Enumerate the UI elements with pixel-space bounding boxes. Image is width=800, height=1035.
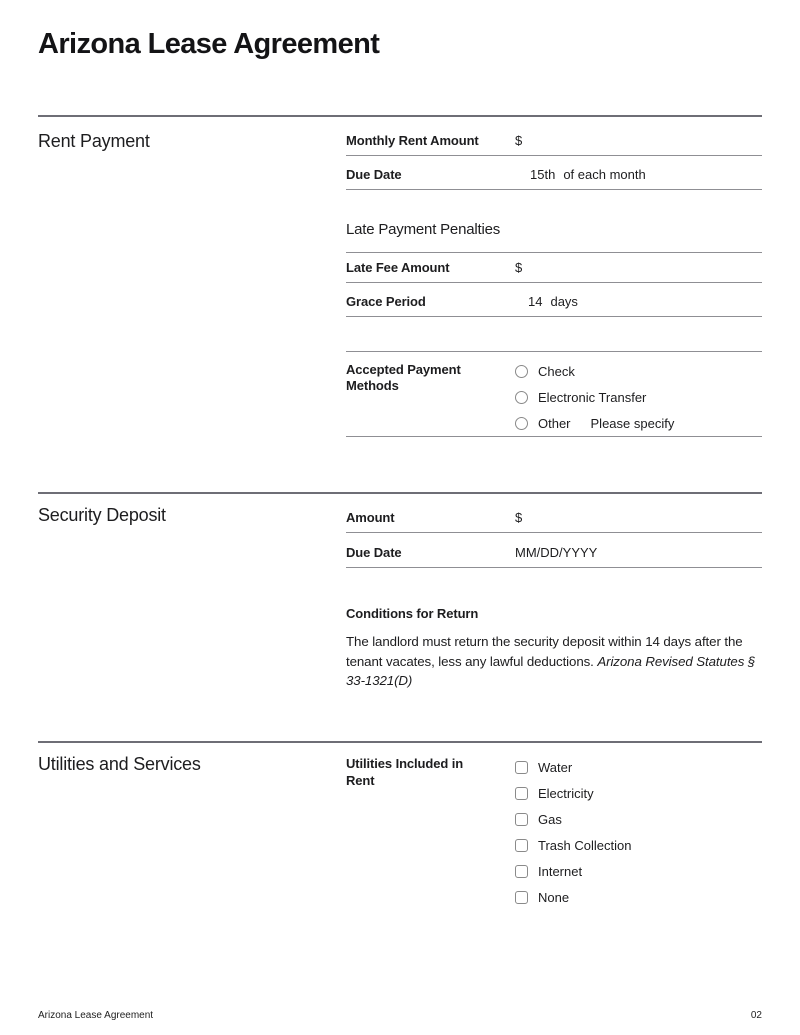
checkbox-option-label: Gas [538, 811, 562, 827]
security-deposit-heading: Security Deposit [38, 505, 166, 525]
monthly-rent-row [346, 125, 762, 156]
other-specify-input[interactable]: Please specify [590, 415, 675, 431]
deposit-due-date-label: Due Date [346, 545, 402, 560]
radio-icon[interactable] [515, 391, 528, 404]
page-title: Arizona Lease Agreement [38, 28, 380, 60]
checkbox-option-none[interactable] [515, 884, 631, 910]
utilities-services-heading: Utilities and Services [38, 754, 201, 774]
radio-icon[interactable] [515, 417, 528, 430]
deposit-due-date-row [346, 533, 762, 568]
radio-option-label: Other [538, 415, 571, 431]
radio-option-other[interactable] [515, 410, 674, 436]
grace-period-label: Grace Period [346, 294, 426, 309]
rent-due-date-row [346, 156, 762, 190]
checkbox-icon[interactable] [515, 761, 528, 774]
currency-prefix: $ [515, 260, 523, 275]
conditions-body: The landlord must return the security deposit within 14 days after the tenant vacates, less any lawful deductions. [346, 634, 743, 669]
page-footer [38, 1010, 762, 1021]
checkbox-option-label: Water [538, 759, 573, 775]
currency-prefix: $ [515, 510, 523, 525]
rent-due-suffix: of each month [563, 167, 646, 182]
deposit-amount-row [346, 502, 762, 533]
grace-suffix: days [550, 294, 578, 309]
checkbox-icon[interactable] [515, 839, 528, 852]
checkbox-option-water[interactable] [515, 754, 631, 780]
checkbox-option-label: None [538, 889, 570, 905]
rent-due-date-label: Due Date [346, 167, 402, 182]
radio-option-label: Check [538, 363, 575, 379]
rent-due-date-value[interactable] [530, 167, 646, 182]
radio-option-electronic-transfer[interactable] [515, 384, 674, 410]
radio-option-label: Electronic Transfer [538, 389, 647, 405]
checkbox-option-internet[interactable] [515, 858, 631, 884]
rent-payment-heading: Rent Payment [38, 131, 150, 151]
checkbox-icon[interactable] [515, 787, 528, 800]
section-divider [38, 741, 762, 743]
section-divider [38, 115, 762, 117]
checkbox-icon[interactable] [515, 813, 528, 826]
payment-methods-options [515, 358, 674, 436]
utilities-included-label: Utilities Included in Rent [346, 756, 464, 788]
checkbox-option-trash-collection[interactable] [515, 832, 631, 858]
checkbox-option-gas[interactable] [515, 806, 631, 832]
checkbox-option-label: Electricity [538, 785, 594, 801]
grace-days-value[interactable]: 14 [528, 294, 543, 309]
late-fee-input[interactable] [531, 260, 762, 282]
payment-methods-group [346, 351, 762, 437]
conditions-for-return-text [346, 632, 764, 691]
radio-icon[interactable] [515, 365, 528, 378]
monthly-rent-input[interactable] [531, 133, 762, 155]
footer-page-number: 02 [750, 1010, 762, 1021]
monthly-rent-label: Monthly Rent Amount [346, 133, 479, 148]
radio-option-check[interactable] [515, 358, 674, 384]
conditions-for-return-heading: Conditions for Return [346, 606, 479, 621]
checkbox-option-label: Trash Collection [538, 837, 632, 853]
footer-document-title: Arizona Lease Agreement [38, 1010, 154, 1021]
utilities-options [515, 754, 631, 910]
checkbox-icon[interactable] [515, 865, 528, 878]
currency-prefix: $ [515, 133, 523, 148]
checkbox-option-label: Internet [538, 863, 583, 879]
grace-period-value[interactable] [528, 294, 578, 309]
late-fee-label: Late Fee Amount [346, 260, 450, 275]
grace-period-row [346, 283, 762, 317]
deposit-amount-input[interactable] [531, 510, 762, 532]
section-divider [38, 492, 762, 494]
deposit-due-date-input[interactable]: MM/DD/YYYY [515, 545, 598, 560]
late-fee-row [346, 253, 762, 283]
checkbox-icon[interactable] [515, 891, 528, 904]
payment-methods-label: Accepted Payment Methods [346, 362, 461, 393]
checkbox-option-electricity[interactable] [515, 780, 631, 806]
deposit-amount-label: Amount [346, 510, 395, 525]
rent-due-day-value[interactable]: 15th [530, 167, 556, 182]
statute-citation: Arizona Revised Statutes § 33-1321(D) [346, 653, 756, 688]
late-penalties-heading: Late Payment Penalties [346, 221, 501, 238]
